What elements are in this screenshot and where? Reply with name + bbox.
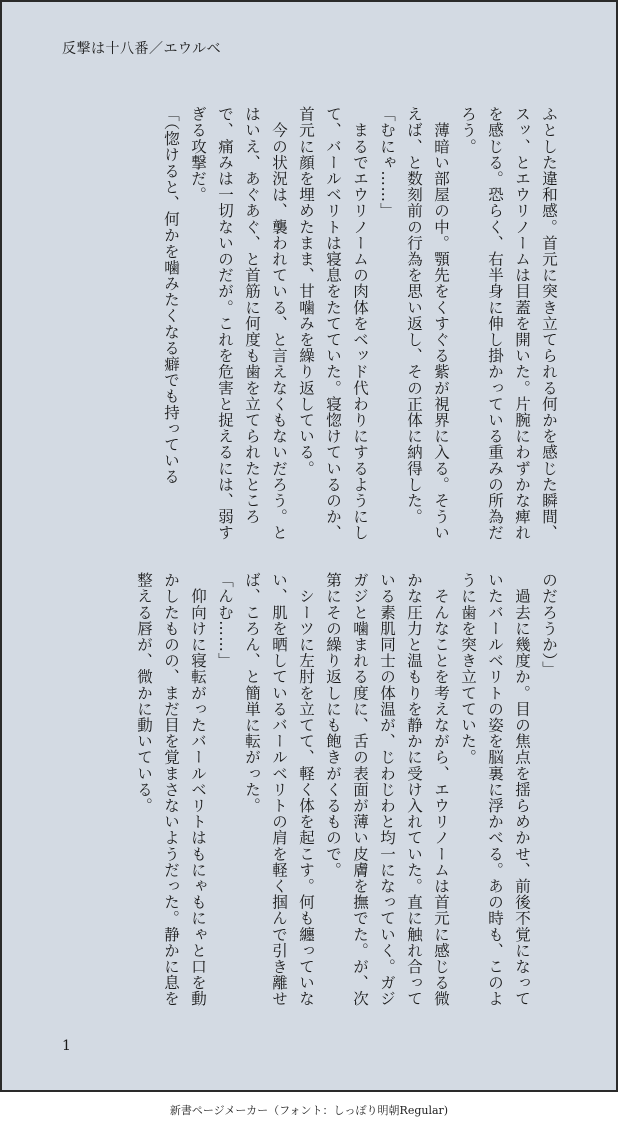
page-title: 反撃は十八番／エウルベ — [62, 41, 222, 57]
paragraph: 仰向けに寝転がったバールベリトはもにゃもにゃと口を動かしたものの、まだ目を覚まさないようだった。静かに息を整える唇が、微かに動いている。 — [135, 572, 207, 1007]
paragraph: 「（惚けると、何かを噛みたくなる癖でも持っている — [162, 106, 180, 485]
paragraph: シーツに左肘を立てて、軽く体を起こす。何も纏っていない、肌を晒しているバールベリトの肩を軽く掴んで引き離せば、ころん、と簡単に転がった。 — [243, 572, 315, 1007]
paragraph: 「んむ……」 — [216, 572, 234, 669]
paragraph: 今の状況は、襲われている、と言えなくもないだろう。とはいえ、あぐあぐ、と首筋に何度も歯を立てられたところで、痛みは一切ないのだが。これを危害と捉えるには、弱すぎる攻撃だ。 — [189, 106, 288, 541]
paragraph: ふとした違和感。首元に突き立てられる何かを感じた瞬間、スッ、とエウリノームは目蓋を開いた。片腕にわずかな痺れを感じる。恐らく、右半身に伸し掛かっている重みの所為だろう。 — [459, 106, 558, 541]
paragraph: 過去に幾度か。目の焦点を揺らめかせ、前後不覚になっていたバールベリトの姿を脳裏に浮かべる。あの時も、このように歯を突き立てていた。 — [459, 572, 531, 1007]
paragraph: そんなことを考えながら、エウリノームは首元に感じる微かな圧力と温もりを静かに受け入れていた。直に触れ合っている素肌同士の体温が、じわじわと均一になっていく。ガジガジと噛まれる度に、舌の表面が薄い皮膚を撫でた。が、次第にその繰り返しにも飽きがくるもので。 — [324, 572, 450, 1007]
text-block-bottom — [62, 572, 562, 1012]
paragraph: 薄暗い部屋の中。顎先をくすぐる紫が視界に入る。そういえば、と数刻前の行為を思い返し、その正体に納得した。 — [405, 106, 450, 541]
paragraph: 「むにゃ……」 — [378, 106, 396, 219]
page-number: 1 — [62, 1038, 71, 1054]
paragraph: のだろうか）」 — [540, 572, 558, 677]
text-block-top — [62, 106, 562, 546]
footer-credit: 新書ページメーカー（フォント：しっぽり明朝Regular) — [169, 1104, 449, 1117]
paragraph: まるでエウリノームの肉体をベッド代わりにするようにして、バールベリトは寝息をたてていた。寝惚けているのか、首元に顔を埋めたまま、甘噛みを繰り返している。 — [297, 106, 369, 541]
